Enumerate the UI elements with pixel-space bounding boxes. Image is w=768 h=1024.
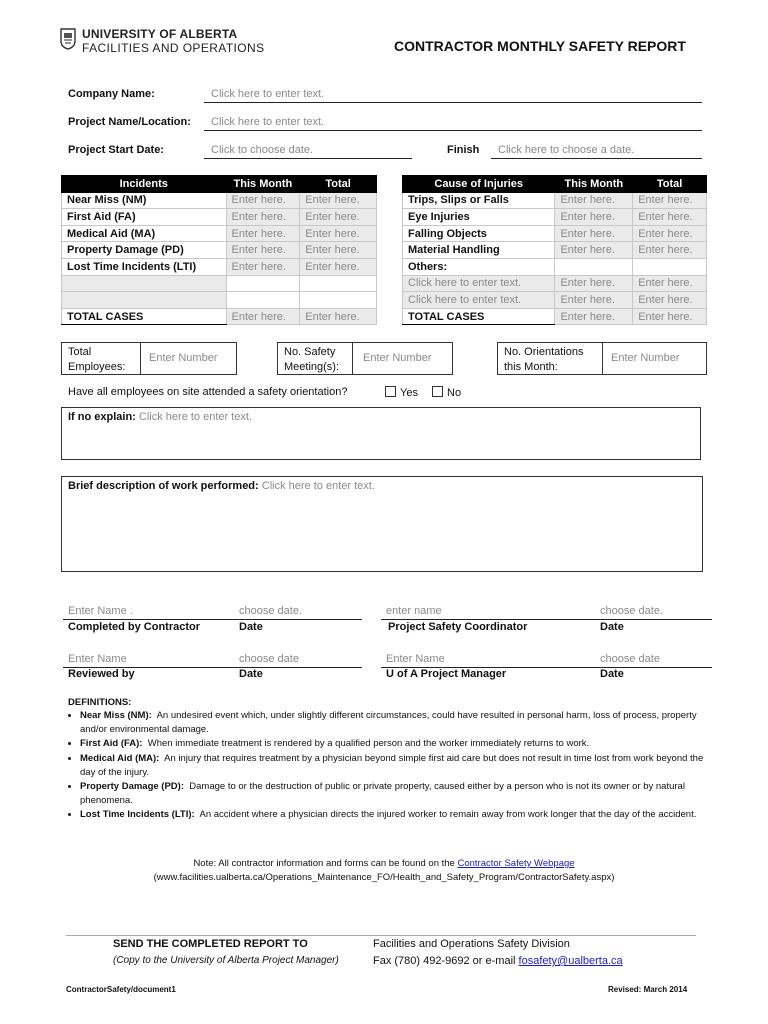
table-row xyxy=(62,192,377,209)
list-item: • Property Damage (PD): Damage to or the destruction of public or private property, caused either by a person who is not its owner or by natural phenomena. xyxy=(80,780,720,808)
department-name: FACILITIES AND OPERATIONS xyxy=(82,41,265,55)
note-text: Note: All contractor information and forms can be found on the xyxy=(193,858,455,869)
work-description-label: Brief description of work performed: xyxy=(68,480,259,492)
incident-total-field[interactable]: Enter here. xyxy=(300,192,377,209)
incidents-this-month-header: This Month xyxy=(226,176,300,193)
contractor-safety-link[interactable]: Contractor Safety Webpage xyxy=(457,858,575,869)
divider xyxy=(352,343,353,374)
orientation-question: Have all employees on site attended a safety orientation? xyxy=(68,386,348,398)
incidents-total-header: Total xyxy=(300,176,377,193)
injury-label: Material Handling xyxy=(403,242,555,259)
incidents-header-row xyxy=(62,176,377,193)
project-manager-date-field[interactable]: choose date xyxy=(600,653,660,665)
table-row xyxy=(403,275,707,292)
note-block xyxy=(0,857,768,885)
total-employees-field[interactable]: Enter Number xyxy=(149,352,218,364)
contact-line xyxy=(373,955,623,967)
injury-others-label: Others: xyxy=(403,258,555,275)
injury-total-field[interactable]: Enter here. xyxy=(633,275,707,292)
injuries-total-header: Total xyxy=(633,176,707,193)
table-row xyxy=(62,258,377,275)
table-row xyxy=(403,209,707,226)
contractor-date-field[interactable]: choose date. xyxy=(239,605,302,617)
injury-total-field[interactable]: Enter here. xyxy=(633,225,707,242)
date-label: Date xyxy=(600,668,624,680)
company-name-label: Company Name: xyxy=(68,88,155,100)
incident-total-field[interactable]: Enter here. xyxy=(300,242,377,259)
injury-month-field[interactable]: Enter here. xyxy=(555,275,633,292)
orientations-box xyxy=(497,342,707,375)
injury-month-field[interactable]: Enter here. xyxy=(555,225,633,242)
orientation-yes-option[interactable] xyxy=(385,386,418,399)
definitions-heading: DEFINITIONS: xyxy=(68,697,132,708)
date-label: Date xyxy=(239,621,263,633)
table-row xyxy=(62,292,377,309)
incident-label: Medical Aid (MA) xyxy=(62,225,227,242)
reviewer-name-field[interactable]: Enter Name xyxy=(68,653,127,665)
injuries-total-label: TOTAL CASES xyxy=(403,308,555,325)
incidents-total-month-field[interactable]: Enter here. xyxy=(226,308,300,325)
incident-blank-cell[interactable] xyxy=(300,292,377,309)
injuries-header-row xyxy=(403,176,707,193)
finish-label: Finish xyxy=(447,144,480,156)
safety-meetings-box xyxy=(277,342,453,375)
injuries-table xyxy=(402,175,707,325)
injury-label: Falling Objects xyxy=(403,225,555,242)
table-row xyxy=(62,308,377,325)
table-row xyxy=(403,192,707,209)
coordinator-date-field[interactable]: choose date. xyxy=(600,605,663,617)
orientations-label: No. Orientations this Month: xyxy=(504,346,584,373)
contractor-name-field[interactable]: Enter Name . xyxy=(68,605,133,617)
copy-note: (Copy to the University of Alberta Project Manager) xyxy=(113,955,339,966)
incident-total-field[interactable]: Enter here. xyxy=(300,225,377,242)
injury-month-field[interactable]: Enter here. xyxy=(555,209,633,226)
explain-field[interactable]: Click here to enter text. xyxy=(138,411,253,423)
injuries-this-month-header: This Month xyxy=(555,176,633,193)
safety-meetings-field[interactable]: Enter Number xyxy=(363,352,432,364)
injury-blank-cell xyxy=(555,258,633,275)
total-employees-box xyxy=(61,342,237,375)
work-description-field[interactable]: Click here to enter text. xyxy=(261,480,375,492)
divider xyxy=(602,343,603,374)
yes-label: Yes xyxy=(400,387,418,399)
injury-month-field[interactable]: Enter here. xyxy=(555,192,633,209)
document-id: ContractorSafety/document1 xyxy=(66,985,176,994)
incident-total-field[interactable]: Enter here. xyxy=(300,209,377,226)
table-row xyxy=(403,225,707,242)
total-employees-label: Total Employees: xyxy=(68,346,126,373)
reviewer-date-field[interactable]: choose date xyxy=(239,653,299,665)
incidents-total-total-field[interactable]: Enter here. xyxy=(300,308,377,325)
incident-blank-cell[interactable] xyxy=(226,275,300,292)
table-row xyxy=(403,242,707,259)
orientation-no-option[interactable] xyxy=(432,386,461,399)
divider xyxy=(140,343,141,374)
incident-label: Lost Time Incidents (LTI) xyxy=(62,258,227,275)
list-item: • First Aid (FA): When immediate treatment is rendered by a qualified person and the worker immediately returns to work. xyxy=(80,737,720,751)
project-name-label: Project Name/Location: xyxy=(68,116,191,128)
no-label: No xyxy=(447,387,462,399)
injury-label: Trips, Slips or Falls xyxy=(403,192,555,209)
completed-by-label: Completed by Contractor xyxy=(68,621,201,633)
injury-blank-cell xyxy=(633,258,707,275)
project-name-field[interactable]: Click here to enter text. xyxy=(211,116,325,128)
signature-line xyxy=(381,619,712,620)
injury-label: Eye Injuries xyxy=(403,209,555,226)
incident-label: Near Miss (NM) xyxy=(62,192,227,209)
table-row xyxy=(403,258,707,275)
injury-other-text-field[interactable]: Click here to enter text. xyxy=(403,292,555,309)
injuries-header: Cause of Injuries xyxy=(403,176,555,193)
explain-box xyxy=(61,407,701,460)
university-crest-icon xyxy=(60,28,76,50)
injury-total-field[interactable]: Enter here. xyxy=(633,242,707,259)
table-row xyxy=(62,225,377,242)
incident-month-field[interactable]: Enter here. xyxy=(226,242,300,259)
incidents-header: Incidents xyxy=(62,176,227,193)
explain-label: If no explain: xyxy=(68,411,136,423)
date-label: Date xyxy=(239,668,263,680)
no-checkbox[interactable] xyxy=(432,386,443,397)
injury-total-field[interactable]: Enter here. xyxy=(633,192,707,209)
table-row xyxy=(62,209,377,226)
injury-other-text-field[interactable]: Click here to enter text. xyxy=(403,275,555,292)
list-item: • Medical Aid (MA): An injury that requires treatment by a physician beyond simple first aid care but does not result in time lost from work beyond the day of the injury. xyxy=(80,752,720,780)
incident-blank-cell[interactable] xyxy=(226,292,300,309)
company-name-field[interactable]: Click here to enter text. xyxy=(211,88,325,100)
incident-label: First Aid (FA) xyxy=(62,209,227,226)
email-link[interactable]: fosafety@ualberta.ca xyxy=(518,955,623,967)
list-item: • Near Miss (NM): An undesired event which, under slightly different circumstances, could have resulted in personal harm, loss of process, property and/or environmental damage. xyxy=(80,709,720,737)
project-manager-name-field[interactable]: Enter Name xyxy=(386,653,445,665)
injury-total-field[interactable]: Enter here. xyxy=(633,209,707,226)
incidents-table xyxy=(61,175,377,325)
injury-month-field[interactable]: Enter here. xyxy=(555,242,633,259)
table-row xyxy=(403,308,707,325)
footer-divider xyxy=(66,935,696,936)
injury-month-field[interactable]: Enter here. xyxy=(555,292,633,309)
list-item: • Lost Time Incidents (LTI): An accident where a physician directs the injured worker to remain away from work longer that the day of the accident. xyxy=(80,808,720,822)
incident-blank-cell[interactable] xyxy=(62,292,227,309)
incident-blank-cell[interactable] xyxy=(62,275,227,292)
send-heading: SEND THE COMPLETED REPORT TO xyxy=(113,938,308,950)
incident-month-field[interactable]: Enter here. xyxy=(226,192,300,209)
company-name-underline xyxy=(204,102,702,103)
reviewed-by-label: Reviewed by xyxy=(68,668,135,680)
note-url: (www.facilities.ualberta.ca/Operations_Maintenance_FO/Health_and_Safety_Program/ContractorSafety.aspx) xyxy=(153,872,615,883)
incident-blank-cell[interactable] xyxy=(300,275,377,292)
injury-total-field[interactable]: Enter here. xyxy=(633,292,707,309)
work-description-box xyxy=(61,476,703,572)
incident-month-field[interactable]: Enter here. xyxy=(226,225,300,242)
university-name: UNIVERSITY OF ALBERTA xyxy=(82,27,238,41)
date-label: Date xyxy=(600,621,624,633)
incidents-total-label: TOTAL CASES xyxy=(62,308,227,325)
orientations-field[interactable]: Enter Number xyxy=(611,352,680,364)
incident-month-field[interactable]: Enter here. xyxy=(226,209,300,226)
project-manager-label: U of A Project Manager xyxy=(386,668,507,680)
fax-text: Fax (780) 492-9692 or e-mail xyxy=(373,955,516,967)
yes-checkbox[interactable] xyxy=(385,386,396,397)
incident-month-field[interactable]: Enter here. xyxy=(226,258,300,275)
incident-label: Property Damage (PD) xyxy=(62,242,227,259)
project-start-underline xyxy=(204,158,412,159)
safety-meetings-label: No. Safety Meeting(s): xyxy=(284,346,340,373)
coordinator-name-field[interactable]: enter name xyxy=(386,605,442,617)
project-start-date-field[interactable]: Click to choose date. xyxy=(211,144,314,156)
safety-division: Facilities and Operations Safety Division xyxy=(373,938,570,950)
signature-line xyxy=(63,619,362,620)
project-start-label: Project Start Date: xyxy=(68,144,164,156)
table-row xyxy=(62,242,377,259)
revised-date: Revised: March 2014 xyxy=(608,985,688,994)
finish-underline xyxy=(491,158,702,159)
injuries-total-month-field[interactable]: Enter here. xyxy=(555,308,633,325)
injuries-total-total-field[interactable]: Enter here. xyxy=(633,308,707,325)
table-row xyxy=(403,292,707,309)
page-title: CONTRACTOR MONTHLY SAFETY REPORT xyxy=(394,38,686,54)
incident-total-field[interactable]: Enter here. xyxy=(300,258,377,275)
safety-coordinator-label: Project Safety Coordinator xyxy=(388,621,528,633)
finish-date-field[interactable]: Click here to choose a date. xyxy=(498,144,635,156)
definitions-list xyxy=(66,709,720,823)
project-name-underline xyxy=(204,130,702,131)
table-row xyxy=(62,275,377,292)
